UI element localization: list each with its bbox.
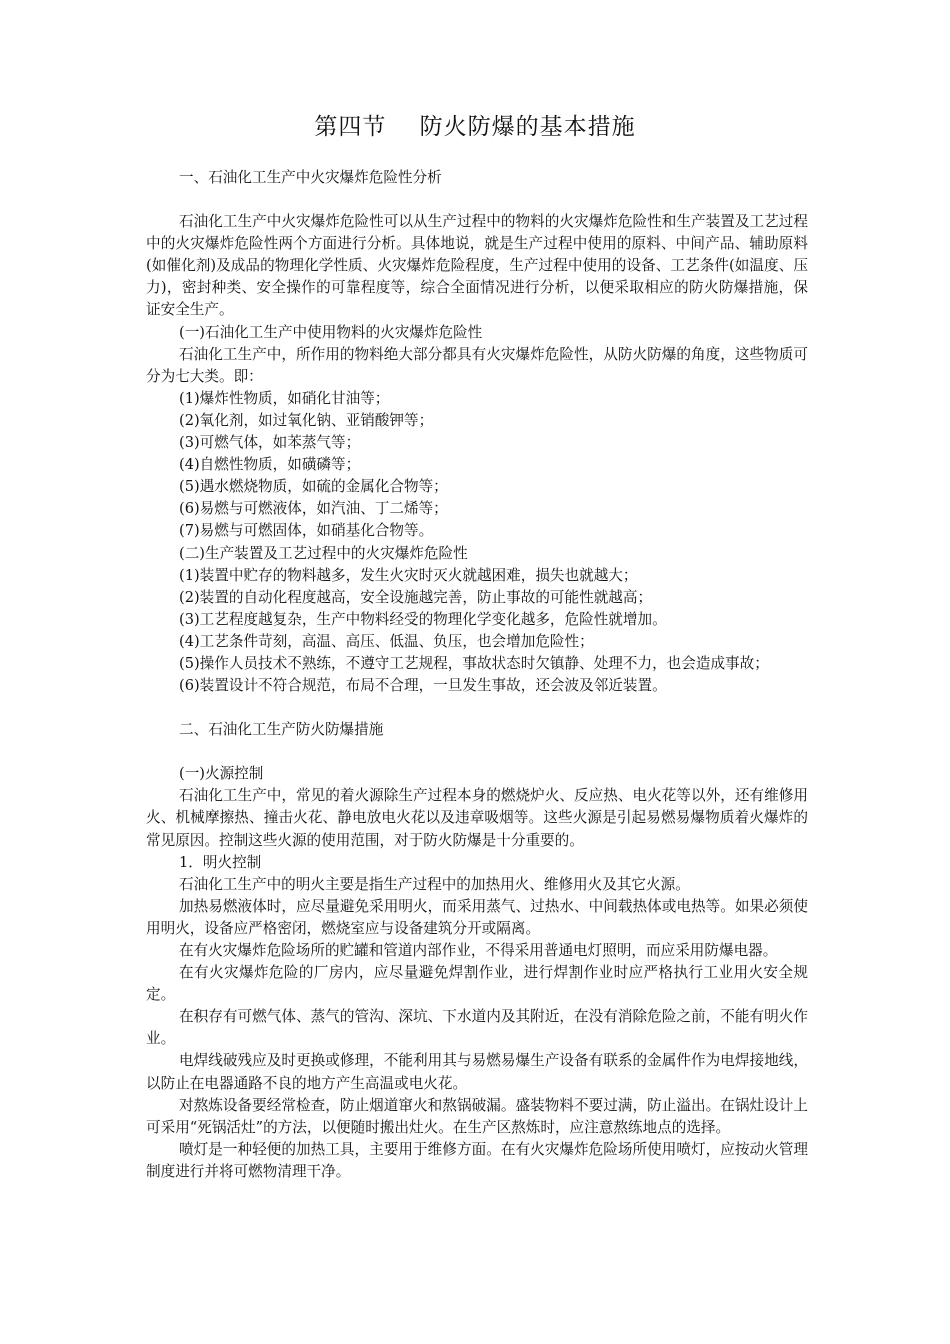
paragraph: (5)操作人员技术不熟练，不遵守工艺规程，事故状态时欠镇静、处理不力，也会造成事故； xyxy=(179,654,769,672)
paragraph: 喷灯是一种轻便的加热工具，主要用于维修方面。在有火灾爆炸危险场所使用喷灯，应按动火管理制度进行并将可燃物清理干净。 xyxy=(146,1140,808,1180)
paragraph: (1)爆炸性物质，如硝化甘油等； xyxy=(179,389,390,407)
paragraph: 在有火灾爆炸危险场所的贮罐和管道内部作业，不得采用普通电灯照明，而应采用防爆电器。 xyxy=(179,942,778,959)
paragraph: (6)易燃与可燃液体，如汽油、丁二烯等； xyxy=(179,500,448,518)
paragraph: 石油化工生产中火灾爆炸危险性可以从生产过程中的物料的火灾爆炸危险性和生产装置及工艺过程中的火灾爆炸危险性两个方面进行分析。具体地说，就是生产过程中使用的原料、中间产品、辅助原料(如催化剂)及成品的物理化学性质、火灾爆炸危险程度，生产过程中使用的设备、工艺条件(如温度、压力)，密封种类、安全操作的可靠程度等，综合全面情况进行分析，以便采取相应的防火防爆措施，保证安全生产。 xyxy=(146,213,808,319)
paragraph: 在有火灾爆炸危险的厂房内，应尽量避免焊割作业，进行焊割作业时应严格执行工业用火安全规定。 xyxy=(146,964,808,1004)
paragraph: 石油化工生产中，所作用的物料绝大部分都具有火灾爆炸危险性，从防火防爆的角度，这些物质可分为七大类。即： xyxy=(146,345,808,385)
paragraph: (2)装置的自动化程度越高，安全设施越完善，防止事故的可能性就越高； xyxy=(179,588,653,606)
document-body xyxy=(146,167,808,1183)
page-title: 第四节 防火防爆的基本措施 xyxy=(314,114,636,140)
paragraph: (一)火源控制 xyxy=(179,765,264,783)
paragraph: 加热易燃液体时，应尽量避免采用明火，而采用蒸气、过热水、中间载热体或电热等。如果必须使用明火，设备应严格密闭，燃烧室应与设备建筑分开或隔离。 xyxy=(146,897,808,937)
paragraph: (3)工艺程度越复杂，生产中物料经受的物理化学变化越多，危险性就增加。 xyxy=(179,610,667,628)
paragraph: (1)装置中贮存的物料越多，发生火灾时灭火就越困难，损失也就越大； xyxy=(179,566,638,584)
paragraph: 在积存有可燃气体、蒸气的管沟、深坑、下水道内及其附近，在没有消除危险之前，不能有明火作业。 xyxy=(146,1008,808,1048)
paragraph: (2)氧化剂，如过氧化钠、亚销酸钾等； xyxy=(179,411,434,429)
paragraph: (6)装置设计不符合规范，布局不合理，一旦发生事故，还会波及邻近装置。 xyxy=(179,677,667,695)
paragraph: 1．明火控制 xyxy=(179,853,262,871)
paragraph: (一)石油化工生产中使用物料的火灾爆炸危险性 xyxy=(179,323,483,341)
paragraph: 电焊线破残应及时更换或修理，不能利用其与易燃易爆生产设备有联系的金属件作为电焊接地线，以防止在电器通路不良的地方产生高温或电火花。 xyxy=(146,1052,808,1092)
paragraph: 石油化工生产中的明火主要是指生产过程中的加热用火、维修用火及其它火源。 xyxy=(179,875,690,893)
paragraph: 石油化工生产中，常见的着火源除生产过程本身的燃烧炉火、反应热、电火花等以外，还有维修用火、机械摩擦热、撞击火花、静电放电火花以及违章吸烟等。这些火源是引起易燃易爆物质着火爆炸的常见原因。控制这些火源的使用范围，对于防火防爆是十分重要的。 xyxy=(146,787,808,849)
paragraph: (7)易燃与可燃固体，如硝基化合物等。 xyxy=(179,522,434,540)
section-heading: 二、石油化工生产防火防爆措施 xyxy=(179,721,384,739)
section-heading: 一、石油化工生产中火灾爆炸危险性分析 xyxy=(179,169,442,186)
paragraph: (二)生产装置及工艺过程中的火灾爆炸危险性 xyxy=(179,544,468,562)
paragraph: (4)自燃性物质，如磺磷等； xyxy=(179,456,361,474)
paragraph: (4)工艺条件苛刻，高温、高压、低温、负压，也会增加危险性； xyxy=(179,632,594,650)
paragraph: (3)可燃气体，如苯蒸气等； xyxy=(179,434,361,452)
paragraph: (5)遇水燃烧物质，如硫的金属化合物等； xyxy=(179,478,448,496)
paragraph: 对熬炼设备要经常检查，防止烟道窜火和熬锅破漏。盛装物料不要过满，防止溢出。在锅灶设计上可采用“死锅活灶”的方法，以便随时搬出灶火。在生产区熬炼时，应注意熬练地点的选择。 xyxy=(146,1096,808,1136)
